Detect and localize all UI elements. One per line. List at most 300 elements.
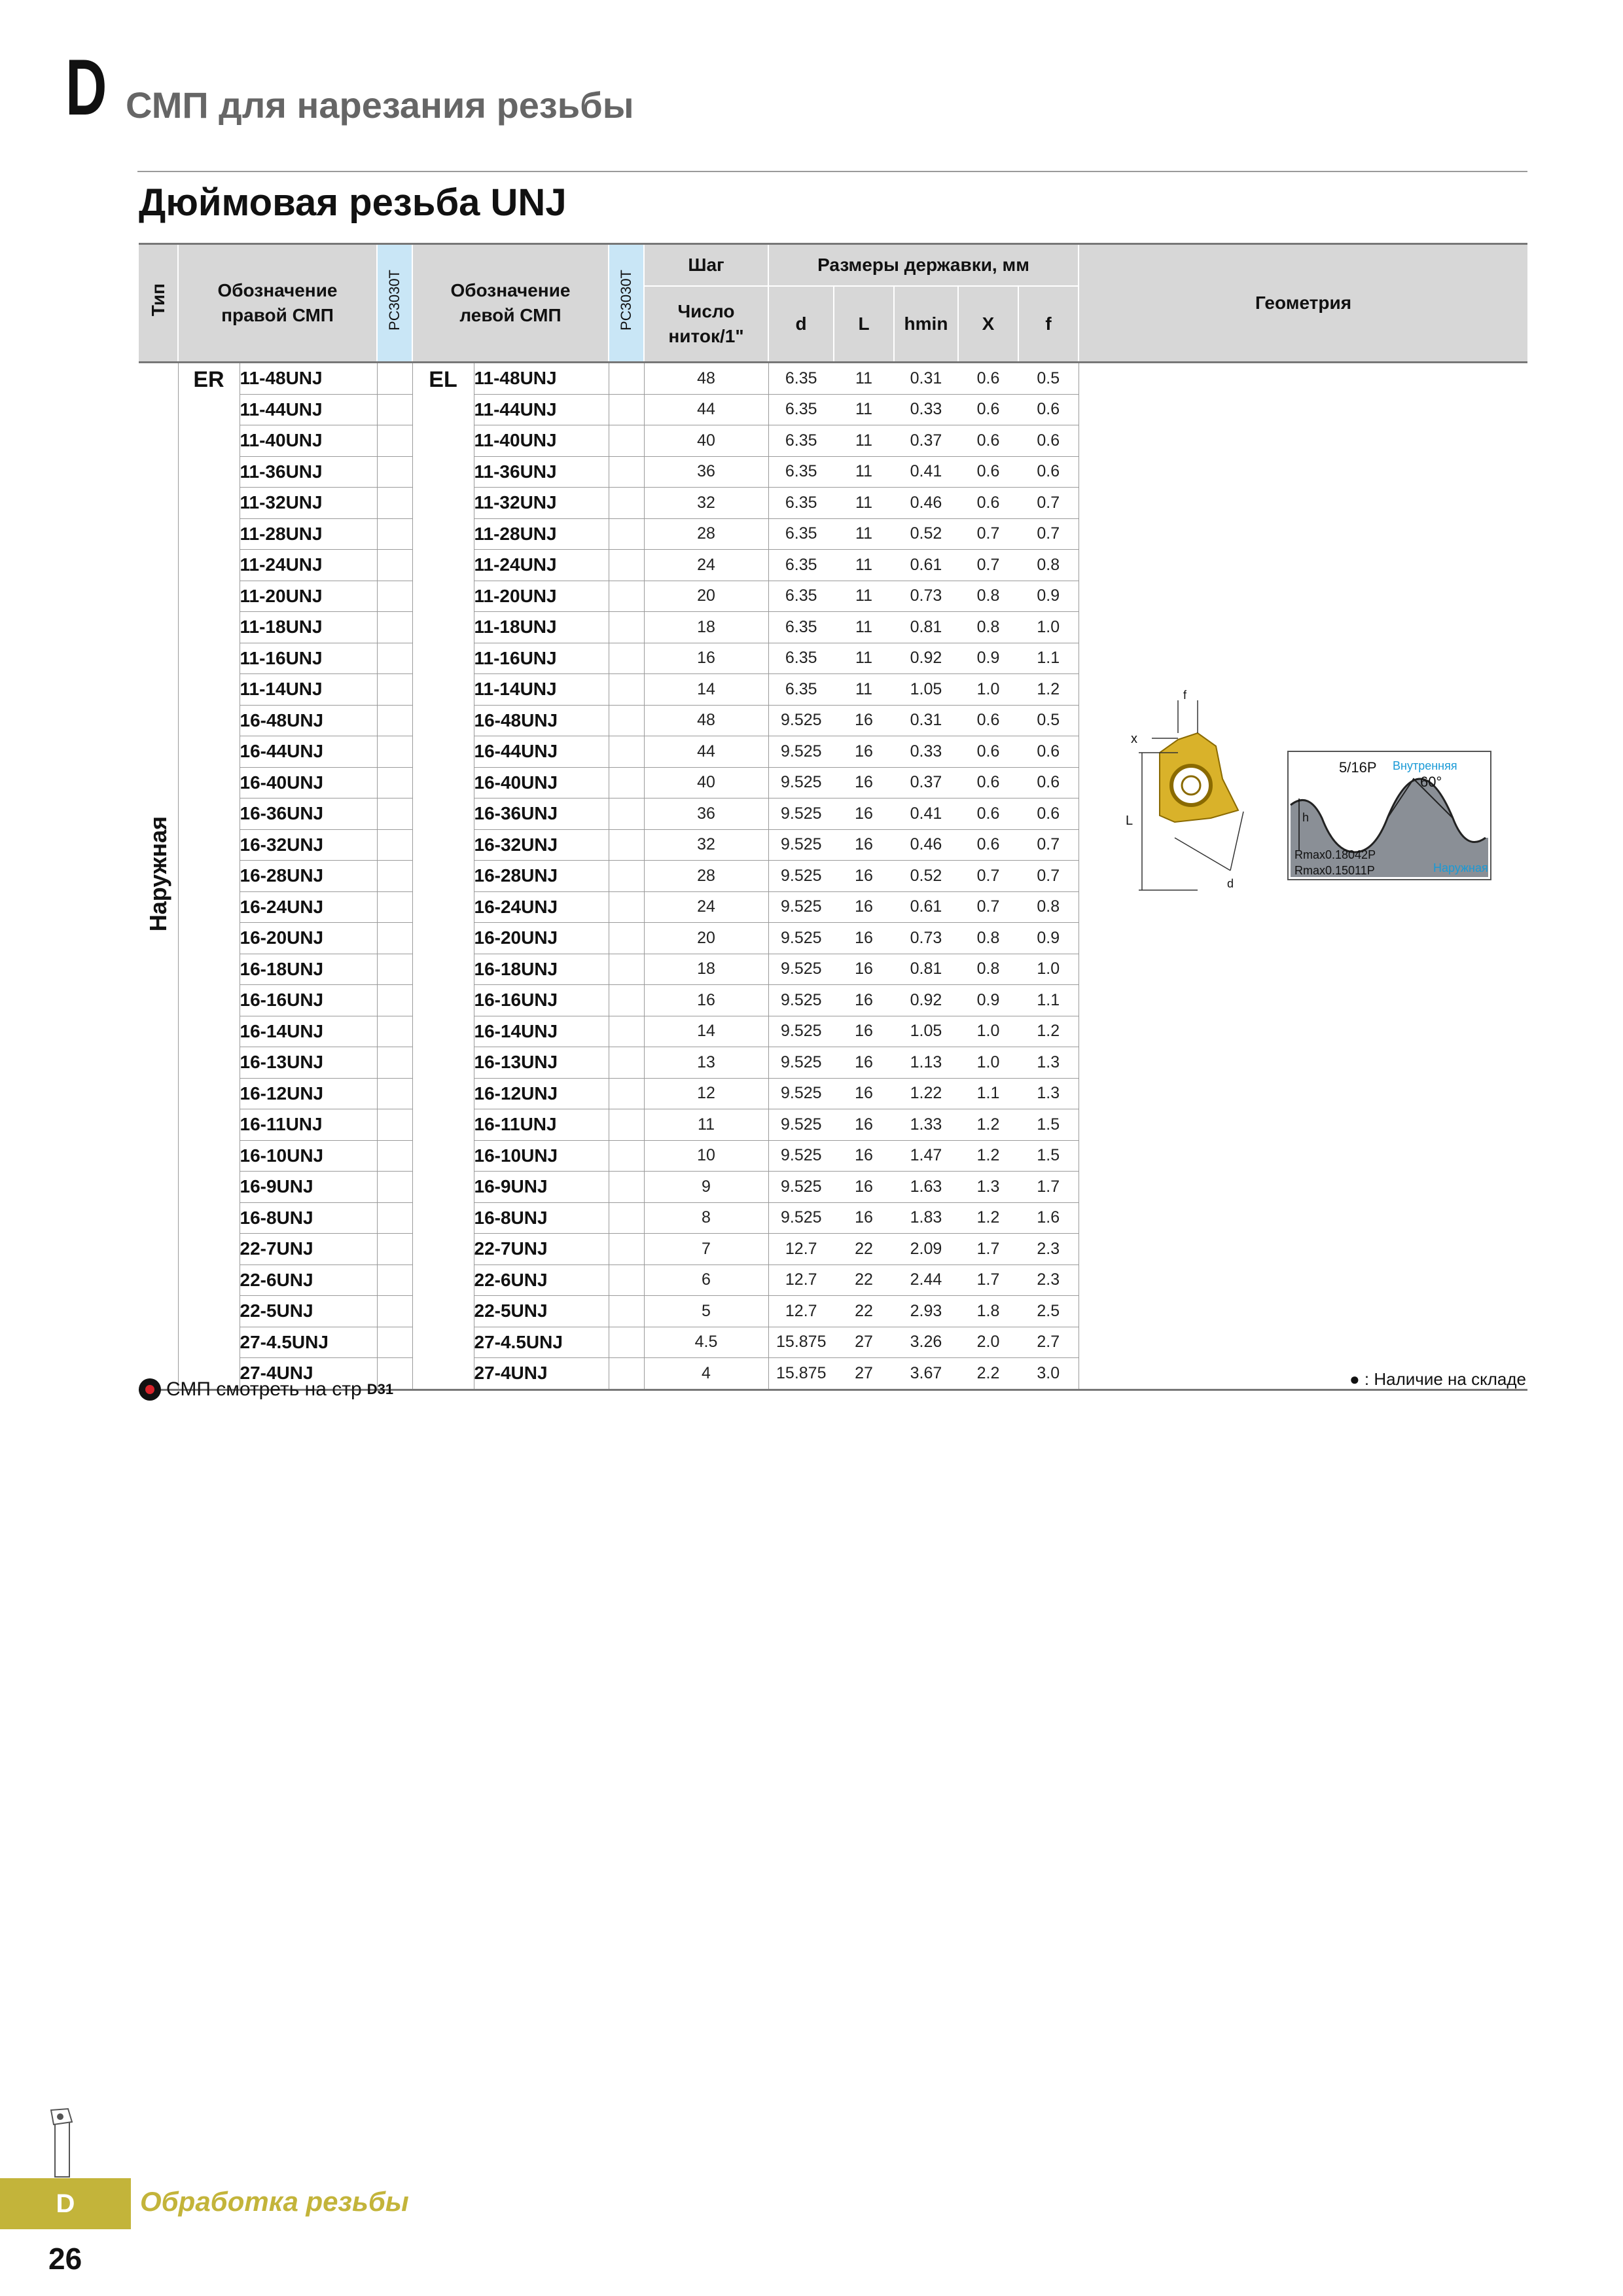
rmax-external: Rmax0.15011P xyxy=(1294,864,1375,877)
d-cell: 9.525 xyxy=(768,923,834,954)
stock-left xyxy=(609,1047,644,1079)
X-cell: 1.7 xyxy=(958,1265,1018,1296)
tpi-cell: 32 xyxy=(644,829,768,861)
tpi-cell: 4 xyxy=(644,1358,768,1390)
header-d: d xyxy=(768,286,834,361)
hmin-cell: 0.31 xyxy=(894,705,958,736)
left-prefix: EL xyxy=(412,363,474,1390)
L-cell: 16 xyxy=(834,891,894,923)
tpi-cell: 40 xyxy=(644,425,768,457)
stock-right xyxy=(377,1078,412,1109)
hmin-cell: 1.47 xyxy=(894,1140,958,1172)
X-cell: 0.7 xyxy=(958,861,1018,892)
f-cell: 1.2 xyxy=(1018,1016,1079,1047)
right-code: 16-20UNJ xyxy=(240,923,377,954)
stock-right xyxy=(377,985,412,1016)
X-cell: 2.0 xyxy=(958,1327,1018,1358)
right-code: 11-18UNJ xyxy=(240,612,377,643)
d-cell: 9.525 xyxy=(768,1202,834,1234)
d-cell: 6.35 xyxy=(768,363,834,395)
chapter-title: СМП для нарезания резьбы xyxy=(126,84,634,126)
d-cell: 15.875 xyxy=(768,1327,834,1358)
right-prefix: ER xyxy=(178,363,240,1390)
X-cell: 1.2 xyxy=(958,1202,1018,1234)
f-cell: 0.7 xyxy=(1018,518,1079,550)
right-code: 11-24UNJ xyxy=(240,550,377,581)
stock-left xyxy=(609,736,644,768)
f-cell: 1.6 xyxy=(1018,1202,1079,1234)
L-cell: 16 xyxy=(834,829,894,861)
left-code: 22-6UNJ xyxy=(474,1265,609,1296)
tpi-cell: 6 xyxy=(644,1265,768,1296)
stock-right xyxy=(377,1234,412,1265)
hmin-cell: 2.93 xyxy=(894,1296,958,1327)
f-cell: 0.6 xyxy=(1018,456,1079,488)
f-cell: 2.3 xyxy=(1018,1265,1079,1296)
d-cell: 12.7 xyxy=(768,1265,834,1296)
X-cell: 0.7 xyxy=(958,518,1018,550)
right-code: 16-36UNJ xyxy=(240,798,377,830)
tpi-cell: 14 xyxy=(644,1016,768,1047)
hmin-cell: 0.31 xyxy=(894,363,958,395)
tpi-cell: 32 xyxy=(644,488,768,519)
hmin-cell: 0.37 xyxy=(894,425,958,457)
L-cell: 11 xyxy=(834,581,894,612)
threading-tool-icon xyxy=(42,2108,81,2178)
right-code: 11-40UNJ xyxy=(240,425,377,457)
stock-right xyxy=(377,1140,412,1172)
f-cell: 2.5 xyxy=(1018,1296,1079,1327)
L-cell: 16 xyxy=(834,705,894,736)
L-cell: 16 xyxy=(834,736,894,768)
X-cell: 0.8 xyxy=(958,581,1018,612)
f-cell: 1.1 xyxy=(1018,643,1079,674)
X-cell: 0.6 xyxy=(958,488,1018,519)
stock-right xyxy=(377,643,412,674)
geometry-figure xyxy=(1113,681,1505,897)
stock-left xyxy=(609,518,644,550)
left-code: 16-10UNJ xyxy=(474,1140,609,1172)
stock-left xyxy=(609,1265,644,1296)
stock-left xyxy=(609,425,644,457)
L-cell: 27 xyxy=(834,1327,894,1358)
left-code: 16-11UNJ xyxy=(474,1109,609,1141)
left-code: 11-20UNJ xyxy=(474,581,609,612)
left-code: 16-13UNJ xyxy=(474,1047,609,1079)
right-code: 16-16UNJ xyxy=(240,985,377,1016)
right-code: 22-7UNJ xyxy=(240,1234,377,1265)
dim-label-f: f xyxy=(1183,689,1187,702)
d-cell: 9.525 xyxy=(768,1047,834,1079)
stock-left xyxy=(609,643,644,674)
dim-label-d: d xyxy=(1227,877,1234,890)
rmax-internal: Rmax0.18042P xyxy=(1294,848,1376,861)
stock-right xyxy=(377,923,412,954)
X-cell: 0.8 xyxy=(958,923,1018,954)
d-cell: 12.7 xyxy=(768,1296,834,1327)
stock-left xyxy=(609,1016,644,1047)
hmin-cell: 0.61 xyxy=(894,891,958,923)
X-cell: 0.6 xyxy=(958,767,1018,798)
page-reference-icon xyxy=(139,1378,161,1401)
L-cell: 11 xyxy=(834,550,894,581)
stock-left xyxy=(609,456,644,488)
X-cell: 1.7 xyxy=(958,1234,1018,1265)
d-cell: 9.525 xyxy=(768,705,834,736)
d-cell: 12.7 xyxy=(768,1234,834,1265)
header-geometry: Геометрия xyxy=(1079,244,1527,362)
f-cell: 0.8 xyxy=(1018,891,1079,923)
angle-label: 60° xyxy=(1420,774,1442,790)
right-code: 11-48UNJ xyxy=(240,363,377,395)
f-cell: 2.3 xyxy=(1018,1234,1079,1265)
stock-right xyxy=(377,581,412,612)
right-code: 11-20UNJ xyxy=(240,581,377,612)
tpi-cell: 7 xyxy=(644,1234,768,1265)
dim-label-L: L xyxy=(1126,814,1133,828)
hmin-cell: 0.41 xyxy=(894,798,958,830)
right-code: 11-32UNJ xyxy=(240,488,377,519)
left-code: 11-32UNJ xyxy=(474,488,609,519)
left-code: 16-24UNJ xyxy=(474,891,609,923)
L-cell: 16 xyxy=(834,1172,894,1203)
type-cell: Наружная xyxy=(139,363,178,1390)
tpi-cell: 28 xyxy=(644,518,768,550)
stock-left xyxy=(609,674,644,706)
d-cell: 6.35 xyxy=(768,612,834,643)
hmin-cell: 0.41 xyxy=(894,456,958,488)
tpi-cell: 36 xyxy=(644,798,768,830)
tpi-cell: 11 xyxy=(644,1109,768,1141)
f-cell: 1.5 xyxy=(1018,1109,1079,1141)
h-label: h xyxy=(1302,811,1310,824)
hmin-cell: 0.46 xyxy=(894,829,958,861)
X-cell: 0.6 xyxy=(958,829,1018,861)
stock-right xyxy=(377,456,412,488)
f-cell: 0.7 xyxy=(1018,861,1079,892)
table-header-row xyxy=(139,244,1527,287)
f-cell: 3.0 xyxy=(1018,1358,1079,1390)
tpi-cell: 20 xyxy=(644,923,768,954)
stock-left xyxy=(609,1109,644,1141)
X-cell: 0.8 xyxy=(958,954,1018,985)
f-cell: 1.7 xyxy=(1018,1172,1079,1203)
right-code: 16-11UNJ xyxy=(240,1109,377,1141)
d-cell: 6.35 xyxy=(768,425,834,457)
left-code: 27-4UNJ xyxy=(474,1358,609,1390)
stock-right xyxy=(377,363,412,395)
tpi-cell: 5 xyxy=(644,1296,768,1327)
stock-left xyxy=(609,861,644,892)
L-cell: 11 xyxy=(834,456,894,488)
stock-left xyxy=(609,923,644,954)
right-code: 11-16UNJ xyxy=(240,643,377,674)
hmin-cell: 1.05 xyxy=(894,1016,958,1047)
tpi-cell: 18 xyxy=(644,954,768,985)
X-cell: 0.8 xyxy=(958,612,1018,643)
left-code: 16-44UNJ xyxy=(474,736,609,768)
left-code: 16-40UNJ xyxy=(474,767,609,798)
f-cell: 1.3 xyxy=(1018,1078,1079,1109)
d-cell: 6.35 xyxy=(768,643,834,674)
stock-right xyxy=(377,861,412,892)
hmin-cell: 1.13 xyxy=(894,1047,958,1079)
L-cell: 16 xyxy=(834,798,894,830)
left-code: 11-36UNJ xyxy=(474,456,609,488)
X-cell: 0.6 xyxy=(958,425,1018,457)
X-cell: 1.0 xyxy=(958,674,1018,706)
hmin-cell: 0.81 xyxy=(894,612,958,643)
X-cell: 1.1 xyxy=(958,1078,1018,1109)
stock-right xyxy=(377,394,412,425)
page-number: 26 xyxy=(48,2242,82,2276)
stock-left xyxy=(609,1078,644,1109)
left-code: 11-16UNJ xyxy=(474,643,609,674)
left-code: 16-48UNJ xyxy=(474,705,609,736)
right-code: 16-18UNJ xyxy=(240,954,377,985)
hmin-cell: 0.73 xyxy=(894,923,958,954)
left-code: 11-28UNJ xyxy=(474,518,609,550)
header-pitch: Шаг xyxy=(644,244,768,287)
d-cell: 6.35 xyxy=(768,581,834,612)
stock-left xyxy=(609,394,644,425)
right-code: 11-44UNJ xyxy=(240,394,377,425)
right-code: 16-8UNJ xyxy=(240,1202,377,1234)
left-code: 11-48UNJ xyxy=(474,363,609,395)
left-code: 27-4.5UNJ xyxy=(474,1327,609,1358)
side-tab[interactable]: D xyxy=(0,2178,131,2229)
stock-right xyxy=(377,798,412,830)
left-code: 16-12UNJ xyxy=(474,1078,609,1109)
hmin-cell: 0.33 xyxy=(894,736,958,768)
header-right-code: Обозначение правой СМП xyxy=(178,244,377,362)
f-cell: 0.9 xyxy=(1018,923,1079,954)
header-left-code: Обозначение левой СМП xyxy=(412,244,609,362)
left-code: 16-28UNJ xyxy=(474,861,609,892)
L-cell: 11 xyxy=(834,518,894,550)
d-cell: 9.525 xyxy=(768,1078,834,1109)
X-cell: 1.2 xyxy=(958,1109,1018,1141)
stock-right xyxy=(377,1016,412,1047)
tpi-cell: 48 xyxy=(644,705,768,736)
tpi-cell: 16 xyxy=(644,643,768,674)
stock-left xyxy=(609,767,644,798)
L-cell: 27 xyxy=(834,1358,894,1390)
left-code: 16-20UNJ xyxy=(474,923,609,954)
stock-left xyxy=(609,1172,644,1203)
left-code: 22-7UNJ xyxy=(474,1234,609,1265)
tpi-cell: 48 xyxy=(644,363,768,395)
stock-right xyxy=(377,425,412,457)
f-cell: 0.6 xyxy=(1018,767,1079,798)
reference-note[interactable] xyxy=(139,1378,393,1401)
f-cell: 0.7 xyxy=(1018,488,1079,519)
header-f: f xyxy=(1018,286,1079,361)
stock-left xyxy=(609,985,644,1016)
right-code: 16-9UNJ xyxy=(240,1172,377,1203)
f-cell: 0.5 xyxy=(1018,705,1079,736)
left-code: 16-16UNJ xyxy=(474,985,609,1016)
stock-right xyxy=(377,705,412,736)
tpi-cell: 18 xyxy=(644,612,768,643)
f-cell: 1.5 xyxy=(1018,1140,1079,1172)
left-code: 16-14UNJ xyxy=(474,1016,609,1047)
insert-drawing xyxy=(1160,733,1238,822)
left-code: 11-14UNJ xyxy=(474,674,609,706)
stock-right xyxy=(377,674,412,706)
internal-label: Внутренняя xyxy=(1393,759,1457,772)
stock-left xyxy=(609,1202,644,1234)
reference-text: СМП смотреть на стр xyxy=(166,1378,362,1400)
X-cell: 0.6 xyxy=(958,798,1018,830)
stock-left xyxy=(609,829,644,861)
right-code: 16-10UNJ xyxy=(240,1140,377,1172)
hmin-cell: 0.37 xyxy=(894,767,958,798)
X-cell: 1.2 xyxy=(958,1140,1018,1172)
stock-left xyxy=(609,1358,644,1390)
tpi-cell: 10 xyxy=(644,1140,768,1172)
stock-right xyxy=(377,518,412,550)
hmin-cell: 1.33 xyxy=(894,1109,958,1141)
right-code: 16-48UNJ xyxy=(240,705,377,736)
stock-right xyxy=(377,612,412,643)
stock-left xyxy=(609,612,644,643)
tpi-cell: 36 xyxy=(644,456,768,488)
right-code: 11-28UNJ xyxy=(240,518,377,550)
stock-right xyxy=(377,1172,412,1203)
tpi-cell: 13 xyxy=(644,1047,768,1079)
X-cell: 0.6 xyxy=(958,736,1018,768)
stock-left xyxy=(609,891,644,923)
tpi-cell: 8 xyxy=(644,1202,768,1234)
L-cell: 11 xyxy=(834,363,894,395)
f-cell: 1.1 xyxy=(1018,985,1079,1016)
tpi-cell: 9 xyxy=(644,1172,768,1203)
f-cell: 0.6 xyxy=(1018,798,1079,830)
L-cell: 11 xyxy=(834,612,894,643)
X-cell: 1.0 xyxy=(958,1016,1018,1047)
stock-left xyxy=(609,1296,644,1327)
hmin-cell: 3.67 xyxy=(894,1358,958,1390)
header-tpi: Число ниток/1" xyxy=(644,286,768,361)
f-cell: 2.7 xyxy=(1018,1327,1079,1358)
header-L: L xyxy=(834,286,894,361)
hmin-cell: 1.22 xyxy=(894,1078,958,1109)
reference-page[interactable]: D31 xyxy=(366,1381,394,1397)
tpi-cell: 24 xyxy=(644,891,768,923)
stock-left xyxy=(609,488,644,519)
L-cell: 16 xyxy=(834,1202,894,1234)
d-cell: 9.525 xyxy=(768,736,834,768)
dim-label-x: x xyxy=(1131,732,1137,746)
hmin-cell: 1.63 xyxy=(894,1172,958,1203)
table-row xyxy=(139,363,1527,395)
stock-left xyxy=(609,1234,644,1265)
f-cell: 0.6 xyxy=(1018,425,1079,457)
left-code: 11-40UNJ xyxy=(474,425,609,457)
f-cell: 0.5 xyxy=(1018,363,1079,395)
stock-right xyxy=(377,767,412,798)
left-code: 11-24UNJ xyxy=(474,550,609,581)
stock-right xyxy=(377,550,412,581)
d-cell: 9.525 xyxy=(768,1140,834,1172)
hmin-cell: 1.83 xyxy=(894,1202,958,1234)
stock-left xyxy=(609,1140,644,1172)
d-cell: 9.525 xyxy=(768,1172,834,1203)
d-cell: 9.525 xyxy=(768,1016,834,1047)
d-cell: 9.525 xyxy=(768,767,834,798)
left-code: 22-5UNJ xyxy=(474,1296,609,1327)
f-cell: 0.6 xyxy=(1018,394,1079,425)
stock-legend: ● : Наличие на складе xyxy=(1349,1369,1526,1389)
right-code: 16-13UNJ xyxy=(240,1047,377,1079)
L-cell: 11 xyxy=(834,425,894,457)
d-cell: 9.525 xyxy=(768,891,834,923)
hmin-cell: 3.26 xyxy=(894,1327,958,1358)
header-holder-dims: Размеры державки, мм xyxy=(768,244,1079,287)
right-code: 16-44UNJ xyxy=(240,736,377,768)
L-cell: 16 xyxy=(834,923,894,954)
L-cell: 16 xyxy=(834,861,894,892)
right-code: 27-4UNJ xyxy=(240,1358,377,1390)
stock-left xyxy=(609,581,644,612)
header-type: Тип xyxy=(139,244,178,362)
L-cell: 11 xyxy=(834,488,894,519)
d-cell: 6.35 xyxy=(768,518,834,550)
right-code: 27-4.5UNJ xyxy=(240,1327,377,1358)
hmin-cell: 2.09 xyxy=(894,1234,958,1265)
X-cell: 1.3 xyxy=(958,1172,1018,1203)
hmin-cell: 0.52 xyxy=(894,861,958,892)
stock-right xyxy=(377,1202,412,1234)
pitch-label: 5/16P xyxy=(1339,759,1377,776)
stock-right xyxy=(377,829,412,861)
X-cell: 1.0 xyxy=(958,1047,1018,1079)
tpi-cell: 28 xyxy=(644,861,768,892)
hmin-cell: 0.46 xyxy=(894,488,958,519)
L-cell: 22 xyxy=(834,1234,894,1265)
top-divider xyxy=(137,171,1527,172)
tpi-cell: 44 xyxy=(644,736,768,768)
header-grade-right: PC3030T xyxy=(377,244,412,362)
tpi-cell: 44 xyxy=(644,394,768,425)
stock-right xyxy=(377,891,412,923)
d-cell: 9.525 xyxy=(768,954,834,985)
L-cell: 16 xyxy=(834,1016,894,1047)
stock-right xyxy=(377,1296,412,1327)
d-cell: 9.525 xyxy=(768,1109,834,1141)
tpi-cell: 24 xyxy=(644,550,768,581)
right-code: 16-14UNJ xyxy=(240,1016,377,1047)
tpi-cell: 14 xyxy=(644,674,768,706)
X-cell: 0.6 xyxy=(958,456,1018,488)
right-code: 16-12UNJ xyxy=(240,1078,377,1109)
right-code: 16-40UNJ xyxy=(240,767,377,798)
d-cell: 9.525 xyxy=(768,861,834,892)
L-cell: 16 xyxy=(834,1047,894,1079)
header-hmin: hmin xyxy=(894,286,958,361)
f-cell: 1.0 xyxy=(1018,612,1079,643)
d-cell: 9.525 xyxy=(768,985,834,1016)
hmin-cell: 0.81 xyxy=(894,954,958,985)
L-cell: 16 xyxy=(834,954,894,985)
header-grade-left: PC3030T xyxy=(609,244,644,362)
X-cell: 1.8 xyxy=(958,1296,1018,1327)
right-code: 16-24UNJ xyxy=(240,891,377,923)
tpi-cell: 4.5 xyxy=(644,1327,768,1358)
d-cell: 15.875 xyxy=(768,1358,834,1390)
stock-left xyxy=(609,798,644,830)
